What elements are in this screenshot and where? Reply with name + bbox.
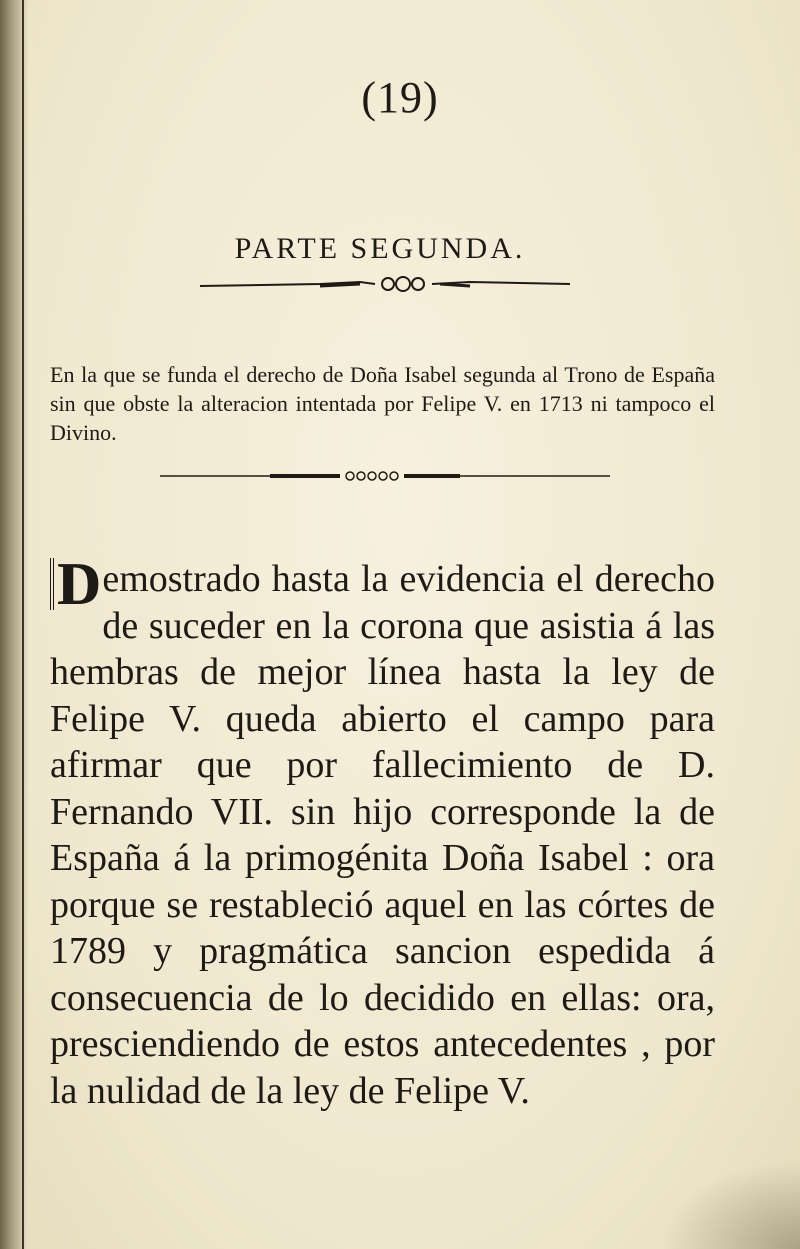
section-summary: En la que se funda el derecho de Doña Isabel segunda al Trono de España sin que obste la alteracion intentada por Felipe V. en 1713 ni tampoco el Divino. [50, 362, 715, 445]
drop-cap: D [50, 558, 100, 610]
gutter-line [22, 0, 24, 1249]
part-title: PARTE SEGUNDA. [234, 232, 526, 265]
summary-rule [160, 466, 610, 486]
body-paragraph: emostrado hasta la evidencia el derecho de suceder en la corona que asistia á las hembras de mejor línea hasta la ley de Felipe V. queda abierto el campo para afirmar que por fallecimiento de D. Fernando VII. sin hijo corresponde la de España á la primogénita Doña Isabel : ora porque se restableció aquel en las córtes de 1789 y pragmática sancion espedida á consecuencia de lo decidido en ellas: ora, presciendiendo de estos antecedentes , por la nulidad de la ley de Felipe V. [50, 558, 715, 1112]
page-stain [660, 1159, 800, 1249]
page-number: (19) [361, 73, 439, 122]
title-ornament [200, 272, 570, 296]
body-text [50, 551, 715, 1114]
